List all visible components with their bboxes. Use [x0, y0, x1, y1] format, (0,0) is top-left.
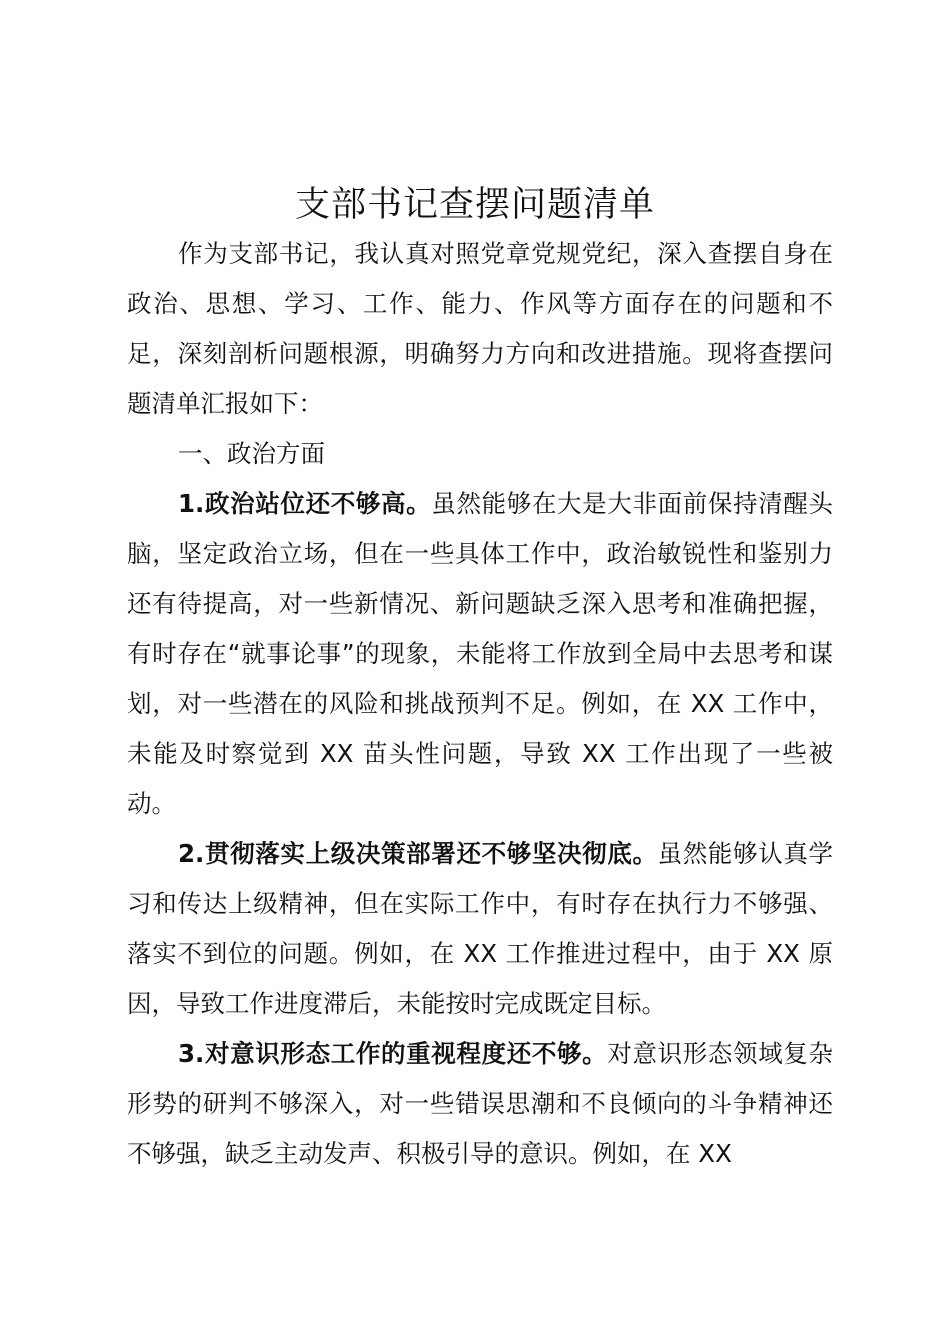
item-lead: 2.贯彻落实上级决策部署还不够坚决彻底。 — [178, 839, 658, 868]
item-text: 虽然能够认真学习和传达上级精神，但在实际工作中，有时存在执行力不够强、落实不到位的问题。例如，在 XX 工作推进过程中，由于 XX 原因，导致工作进度滞后，未能按时完成既定目标。 — [127, 839, 833, 1018]
document-body — [127, 229, 833, 1179]
item-lead: 3.对意识形态工作的重视程度还不够。 — [178, 1039, 608, 1068]
document-title: 支部书记查摆问题清单 — [294, 185, 655, 225]
intro-paragraph: 作为支部书记，我认真对照党章党规党纪，深入查摆自身在政治、思想、学习、工作、能力、作风等方面存在的问题和不足，深刻剖析问题根源，明确努力方向和改进措施。现将查摆问题清单汇报如下： — [127, 239, 833, 418]
item-lead: 1.政治站位还不够高。 — [178, 489, 432, 518]
list-item — [127, 829, 833, 1029]
item-text: 对意识形态领域复杂形势的研判不够深入，对一些错误思潮和不良倾向的斗争精神还不够强，缺乏主动发声、积极引导的意识。例如，在 XX — [127, 1039, 833, 1168]
list-item — [127, 479, 833, 829]
list-item — [127, 1029, 833, 1179]
section-heading: 一、政治方面 — [178, 439, 325, 468]
item-text: 虽然能够在大是大非面前保持清醒头脑，坚定政治立场，但在一些具体工作中，政治敏锐性和鉴别力还有待提高，对一些新情况、新问题缺乏深入思考和准确把握，有时存在“就事论事”的现象，未能将工作放到全局中去思考和谋划，对一些潜在的风险和挑战预判不足。例如，在 XX 工作中，未能及时察觉到 XX 苗头性问题，导致 XX 工作出现了一些被动。 — [127, 489, 833, 818]
